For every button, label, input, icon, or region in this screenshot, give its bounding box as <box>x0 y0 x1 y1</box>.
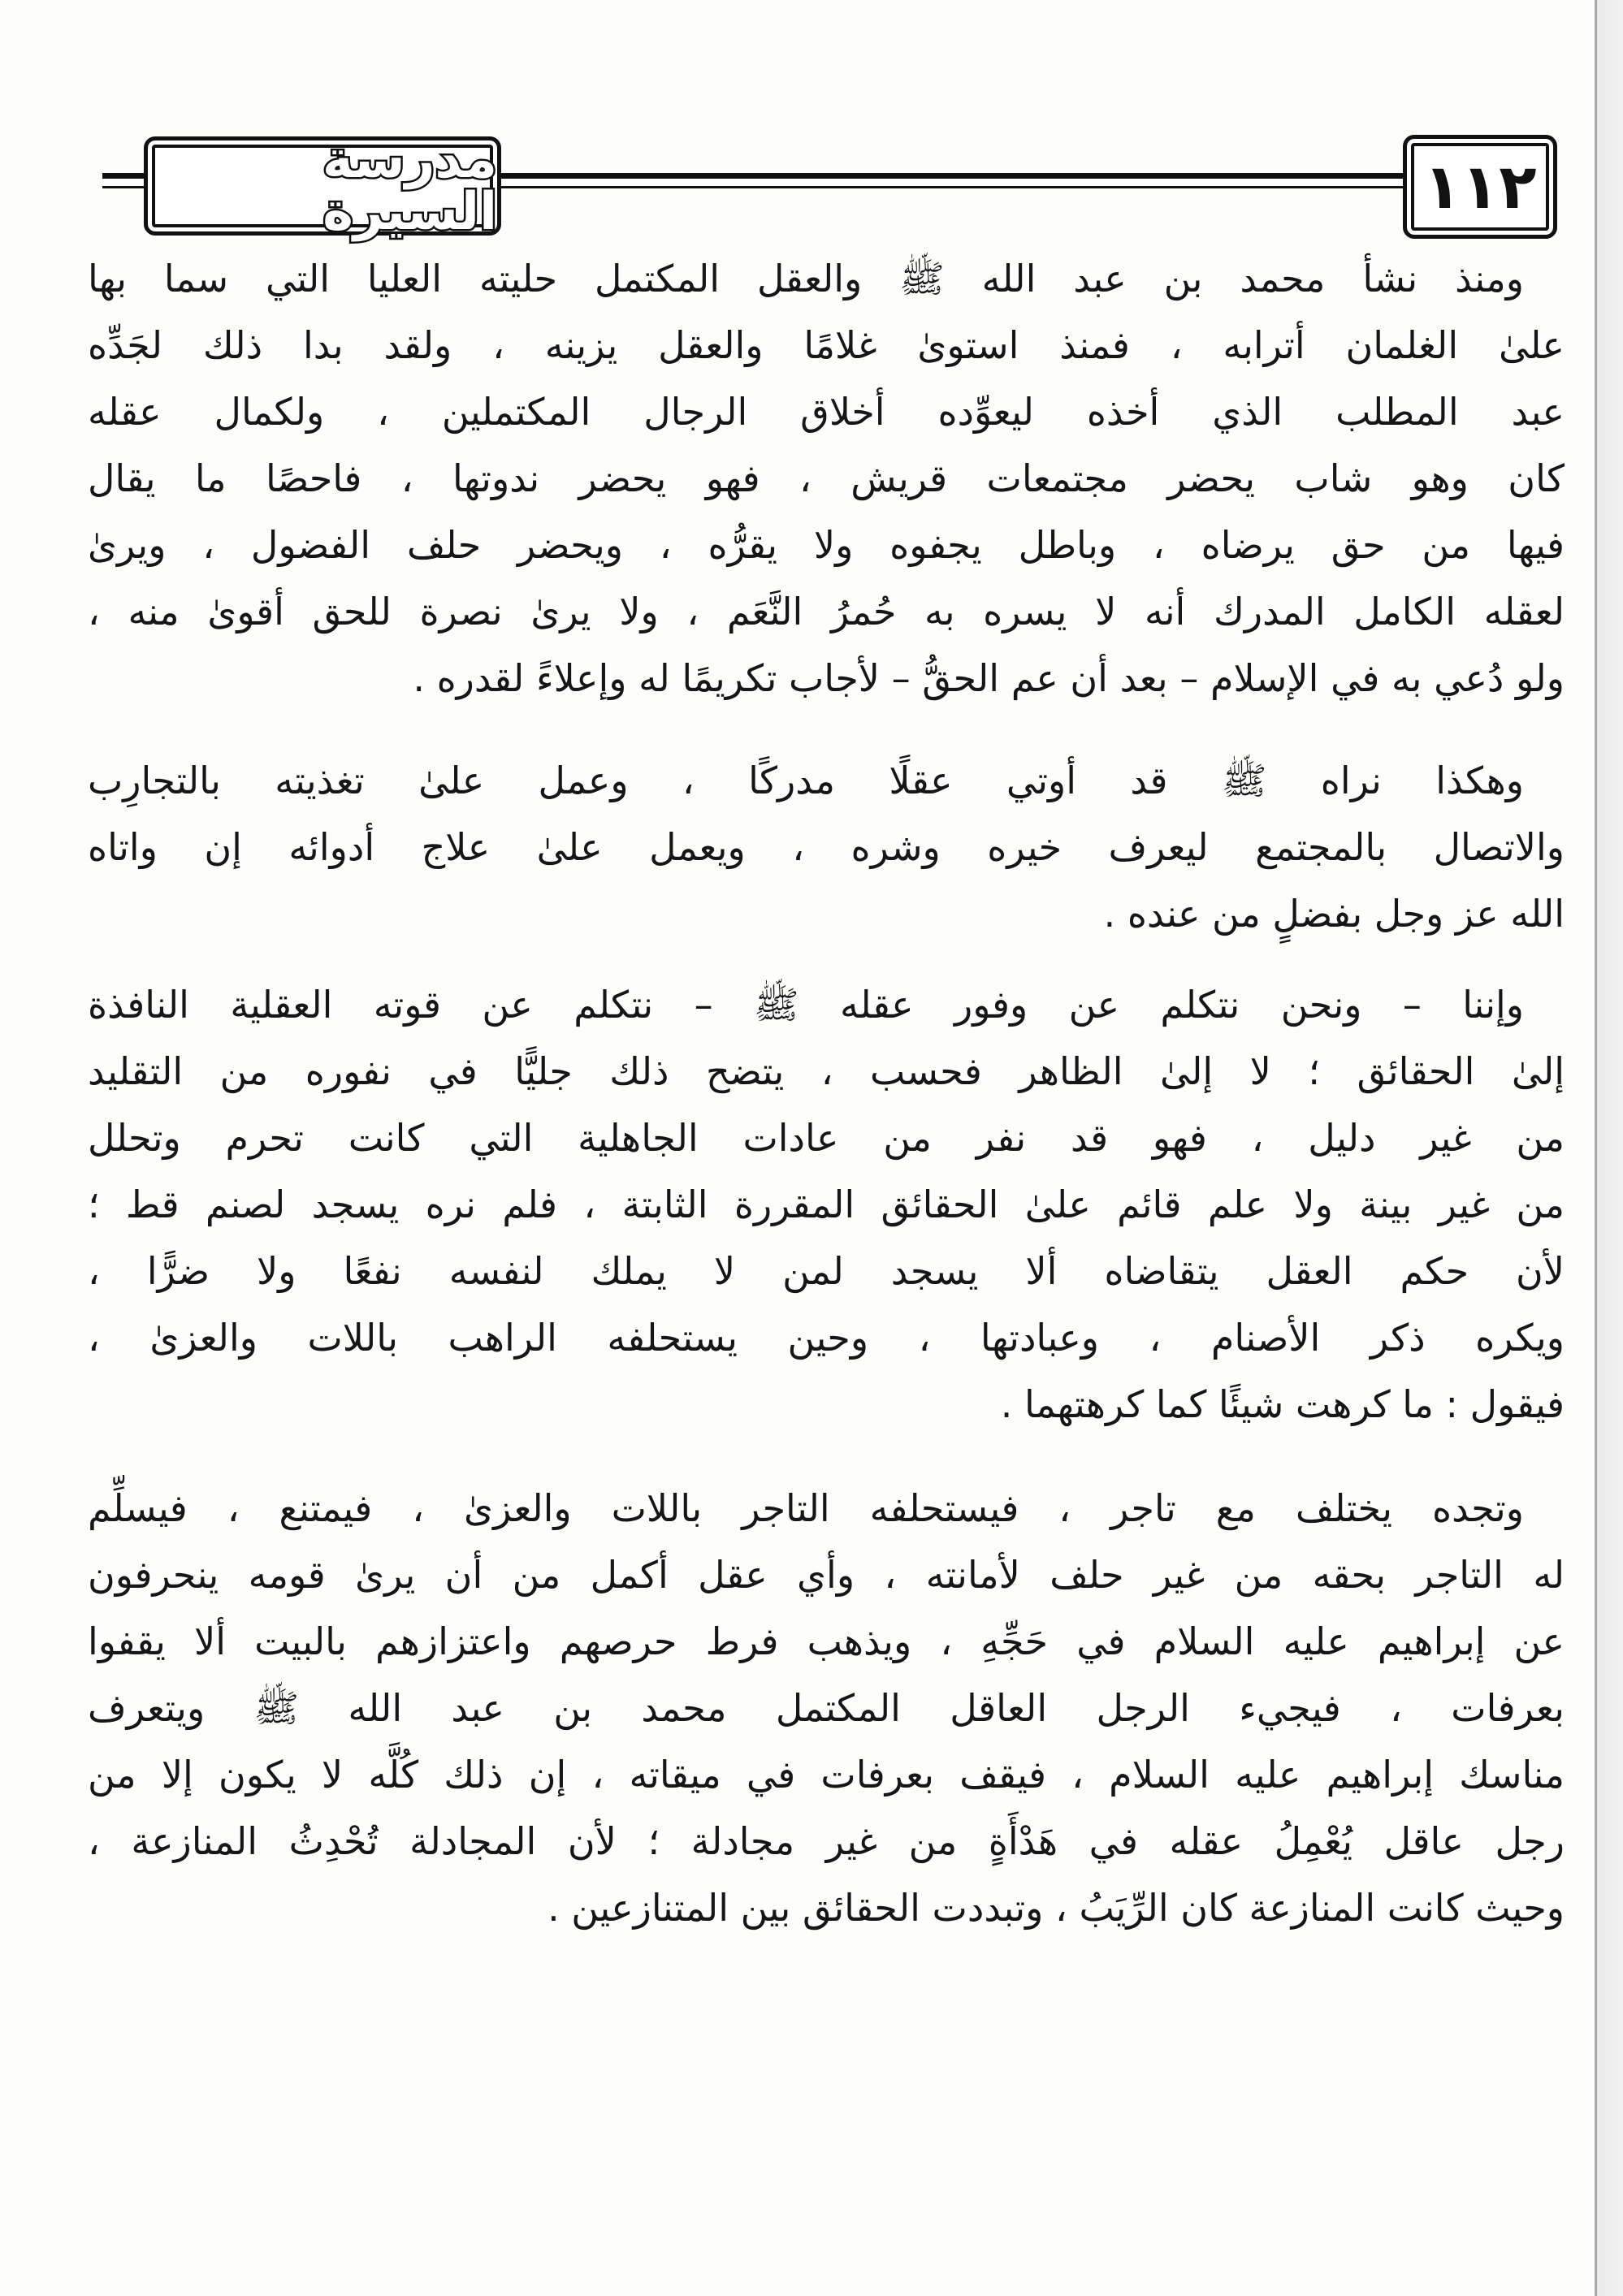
text-line: علىٰ الغلمان أترابه ، فمنذ استوىٰ غلامًا والعقل يزينه ، ولقد بدا ذلك لجَدِّه <box>88 323 1565 367</box>
text-line: الله عز وجل بفضلٍ من عنده . <box>1103 892 1565 936</box>
text-line: لأن حكم العقل يتقاضاه ألا يسجد لمن لا يملك لنفسه نفعًا ولا ضرًّا ، <box>88 1249 1565 1293</box>
paragraph <box>88 245 1565 711</box>
text-line: فيها من حق يرضاه ، وباطل يجفوه ولا يقرُّه ، ويحضر حلف الفضول ، ويرىٰ <box>88 523 1565 567</box>
text-line: بعرفات ، فيجيء الرجل العاقل المكتمل محمد بن عبد الله ﷺ ويتعرف <box>88 1686 1565 1730</box>
text-line: ولو دُعي به في الإسلام – بعد أن عم الحقُّ – لأجاب تكريمًا له وإعلاءً لقدره . <box>413 656 1565 700</box>
text-line: إلىٰ الحقائق ؛ لا إلىٰ الظاهر فحسب ، يتضح ذلك جليًّا في نفوره من التقليد <box>88 1049 1565 1093</box>
text-line: لعقله الكامل المدرك أنه لا يسره به حُمرُ النَّعَم ، ولا يرىٰ نصرة للحق أقوىٰ منه ، <box>88 590 1565 633</box>
scan-edge <box>1595 0 1623 2296</box>
text-line: عن إبراهيم عليه السلام في حَجِّهِ ، ويذهب فرط حرصهم واعتزازهم بالبيت ألا يقفوا <box>88 1619 1565 1663</box>
paragraph <box>88 971 1565 1438</box>
paragraph <box>88 1475 1565 1941</box>
text-line: والاتصال بالمجتمع ليعرف خيره وشره ، ويعمل علىٰ علاج أدوائه إن واتاه <box>88 825 1565 869</box>
text-line: رجل عاقل يُعْمِلُ عقله في هَدْأَةٍ من غير مجادلة ؛ لأن المجادلة تُحْدِثُ المنازعة ، <box>88 1819 1565 1863</box>
text-line: من غير بينة ولا علم قائم علىٰ الحقائق المقررة الثابتة ، فلم نره يسجد لصنم قط ؛ <box>88 1183 1565 1226</box>
page-number: ١١٢ <box>1423 150 1537 223</box>
text-line: ومنذ نشأ محمد بن عبد الله ﷺ والعقل المكتمل حليته العليا التي سما بها <box>88 257 1524 301</box>
text-line: له التاجر بحقه من غير حلف لأمانته ، وأي عقل أكمل من أن يرىٰ قومه ينحرفون <box>88 1553 1565 1597</box>
paragraph <box>88 747 1565 947</box>
running-title-frame <box>144 130 501 242</box>
text-line: كان وهو شاب يحضر مجتمعات قريش ، فهو يحضر ندوتها ، فاحصًا ما يقال <box>88 456 1565 500</box>
body-text <box>88 245 1565 1941</box>
text-line: مناسك إبراهيم عليه السلام ، فيقف بعرفات في ميقاته ، إن ذلك كُلَّه لا يكون إلا من <box>88 1753 1565 1797</box>
text-line: ويكره ذكر الأصنام ، وعبادتها ، وحين يستحلفه الراهب باللات والعزىٰ ، <box>88 1316 1565 1360</box>
text-line: وهكذا نراه ﷺ قد أوتي عقلًا مدركًا ، وعمل علىٰ تغذيته بالتجارِب <box>88 759 1524 802</box>
text-line: فيقول : ما كرهت شيئًا كما كرهتهما . <box>1000 1382 1565 1426</box>
text-line: وحيث كانت المنازعة كان الرِّيَبُ ، وتبددت الحقائق بين المتنازعين . <box>547 1886 1565 1930</box>
text-line: من غير دليل ، فهو قد نفر من عادات الجاهلية التي كانت تحرم وتحلل <box>88 1116 1565 1160</box>
text-line: عبد المطلب الذي أخذه ليعوِّده أخلاق الرجال المكتملين ، ولكمال عقله <box>88 390 1565 434</box>
text-line: وإننا – ونحن نتكلم عن وفور عقله ﷺ – نتكلم عن قوته العقلية النافذة <box>88 983 1524 1027</box>
page-number-frame <box>1403 135 1557 239</box>
text-line: وتجده يختلف مع تاجر ، فيستحلفه التاجر باللات والعزىٰ ، فيمتنع ، فيسلِّم <box>88 1486 1524 1530</box>
running-title: مدرسة السيرة <box>322 130 497 242</box>
